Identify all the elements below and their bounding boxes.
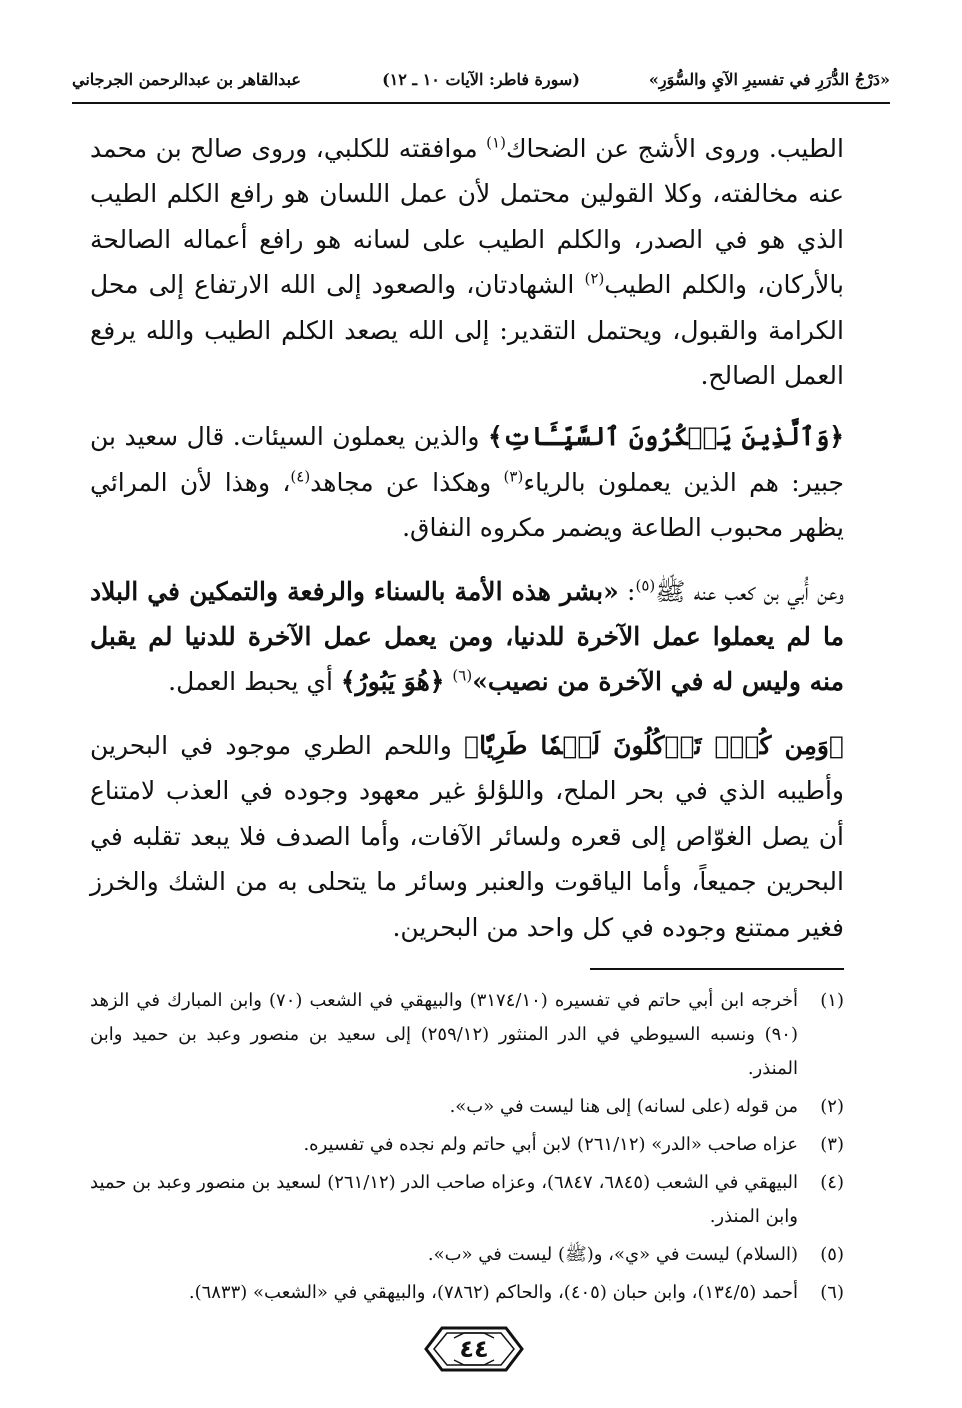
footnote-ref[interactable]: (٥) xyxy=(635,576,656,595)
footnotes xyxy=(90,984,844,1314)
footnote-ref[interactable]: (٦) xyxy=(452,667,473,686)
quran-verse: ﴿وَٱلَّذِينَ يَمۡكُرُونَ ٱلسَّيِّـَٔاتِ﴾ xyxy=(487,422,844,452)
text-run: ، وهذا لأن المرائي يظهر محبوب الطاعة ويضمر مكروه النفاق. xyxy=(90,467,844,543)
footnote-number: (٦) xyxy=(820,1282,844,1303)
footnote-text: أحمد (١٣٤/٥)، وابن حبان (٤٠٥)، والحاكم (٧٨٦٢)، والبيهقي في «الشعب» (٦٨٣٣). xyxy=(188,1282,798,1303)
footnote-text: (السلام) ليست في «ي»، و(ﷺ) ليست في «ب». xyxy=(427,1244,798,1265)
footnote-ref[interactable]: (٣) xyxy=(503,467,524,486)
footnote-ref[interactable]: (٤) xyxy=(290,467,311,486)
footnote-ref[interactable]: (١) xyxy=(486,133,506,152)
footnote-number: (٥) xyxy=(820,1244,844,1265)
paragraph xyxy=(90,569,844,705)
footnote xyxy=(90,1276,844,1310)
surah-range: (سورة فاطر: الآيات ١٠ ـ ١٢) xyxy=(382,70,580,89)
author-name: عبدالقاهر بن عبدالرحمن الجرجاني xyxy=(72,70,301,89)
text-run: وعن أُبي بن كعب عنه ﷺ xyxy=(655,576,844,606)
book-title: «دَرْجُ الدُّرَرِ في تفسيرِ الآيِ والسُّوَرِ» xyxy=(648,70,890,89)
text-run: والذين يعملون السيئات. قال سعيد بن جبير: هم الذين يعملون بالرياء xyxy=(90,422,845,497)
footnote-text: عزاه صاحب «الدر» (٢٦١/١٢) لابن أبي حاتم ولم نجده في تفسيره. xyxy=(303,1134,798,1155)
text-run: الشهادتان، والصعود إلى الله الارتفاع إلى محل الكرامة والقبول، ويحتمل التقدير: إلى الله يصعد الكلم الطيب والله يرفع العمل الصالح. xyxy=(90,270,844,391)
text-run: واللحم الطري موجود في البحرين وأطيبه الذي في بحر الملح، واللؤلؤ غير معهود وجوده في العذب لامتناع أن يصل الغوّاص إلى قعره ولسائر الآفات، وأما الصدف فلا يبعد تقلبه في البحرين جميعاً، وأما الياقوت والعنبر وسائر ما يتحلى به من الشك والخرز فغير ممتنع وجوده في كل واحد من البحرين. xyxy=(90,730,844,942)
quran-verse: ﴿هُوَ يَبُورُ﴾ xyxy=(340,667,445,697)
footnote xyxy=(90,1238,844,1272)
footnote-text: من قوله (على لسانه) إلى هنا ليست في «ب». xyxy=(449,1096,798,1117)
page-number-ornament xyxy=(424,1322,524,1376)
footnote-number: (٢) xyxy=(820,1096,844,1117)
footnote-ref[interactable]: (٢) xyxy=(584,269,605,288)
running-head xyxy=(72,62,890,98)
quran-verse: ﴿وَمِن كُلّٖ تَأۡكُلُونَ لَحۡمٗا طَرِيّٗا﴾ xyxy=(464,730,844,760)
footnote xyxy=(90,1128,844,1162)
footnote-text: أخرجه ابن أبي حاتم في تفسيره (٣١٧٤/١٠) والبيهقي في الشعب (٧٠) وابن المبارك في الزهد (٩٠) ونسبه السيوطي في الدر المنثور (٢٥٩/١٢) إلى سعيد بن منصور وعبد بن حميد وابن المنذر. xyxy=(90,990,799,1079)
main-text xyxy=(90,126,844,968)
footnote-number: (٤) xyxy=(820,1172,844,1193)
text-run: : xyxy=(618,576,636,606)
text-run: وهكذا عن مجاهد xyxy=(310,467,504,497)
text-run: الطيب. وروى الأشج عن الضحاك xyxy=(505,134,844,163)
footnote-separator xyxy=(590,968,844,970)
header-rule xyxy=(72,102,890,104)
footnote-text: البيهقي في الشعب (٦٨٤٥، ٦٨٤٧)، وعزاه صاحب الدر (٢٦١/١٢) لسعيد بن منصور وعبد بن حميد وابن المنذر. xyxy=(90,1172,799,1227)
paragraph xyxy=(90,126,844,398)
paragraph xyxy=(90,414,844,550)
text-run: موافقته للكلبي، وروى صالح بن محمد عنه مخالفته، وكلا القولين محتمل لأن عمل اللسان هو رافع الكلم الطيب الذي هو في الصدر، والكلم الطيب على لسانه هو رافع أعماله الصالحة بالأركان، والكلم الطيب xyxy=(90,134,844,300)
footnote xyxy=(90,984,844,1086)
footnote xyxy=(90,1090,844,1124)
paragraph xyxy=(90,723,844,950)
text-run: أي يحبط العمل. xyxy=(168,667,341,697)
hadith-quote: «بشر هذه الأمة بالسناء والرفعة والتمكين في البلاد ما لم يعملوا عمل الآخرة للدنيا، ومن يعمل عمل الآخرة للدنيا لم يقبل منه وليس له في الآخرة من نصيب» xyxy=(90,576,844,697)
footnote-number: (١) xyxy=(820,990,844,1011)
page-number: ٤٤ xyxy=(459,1335,489,1363)
footnote xyxy=(90,1166,844,1234)
footnote-number: (٣) xyxy=(820,1134,844,1155)
